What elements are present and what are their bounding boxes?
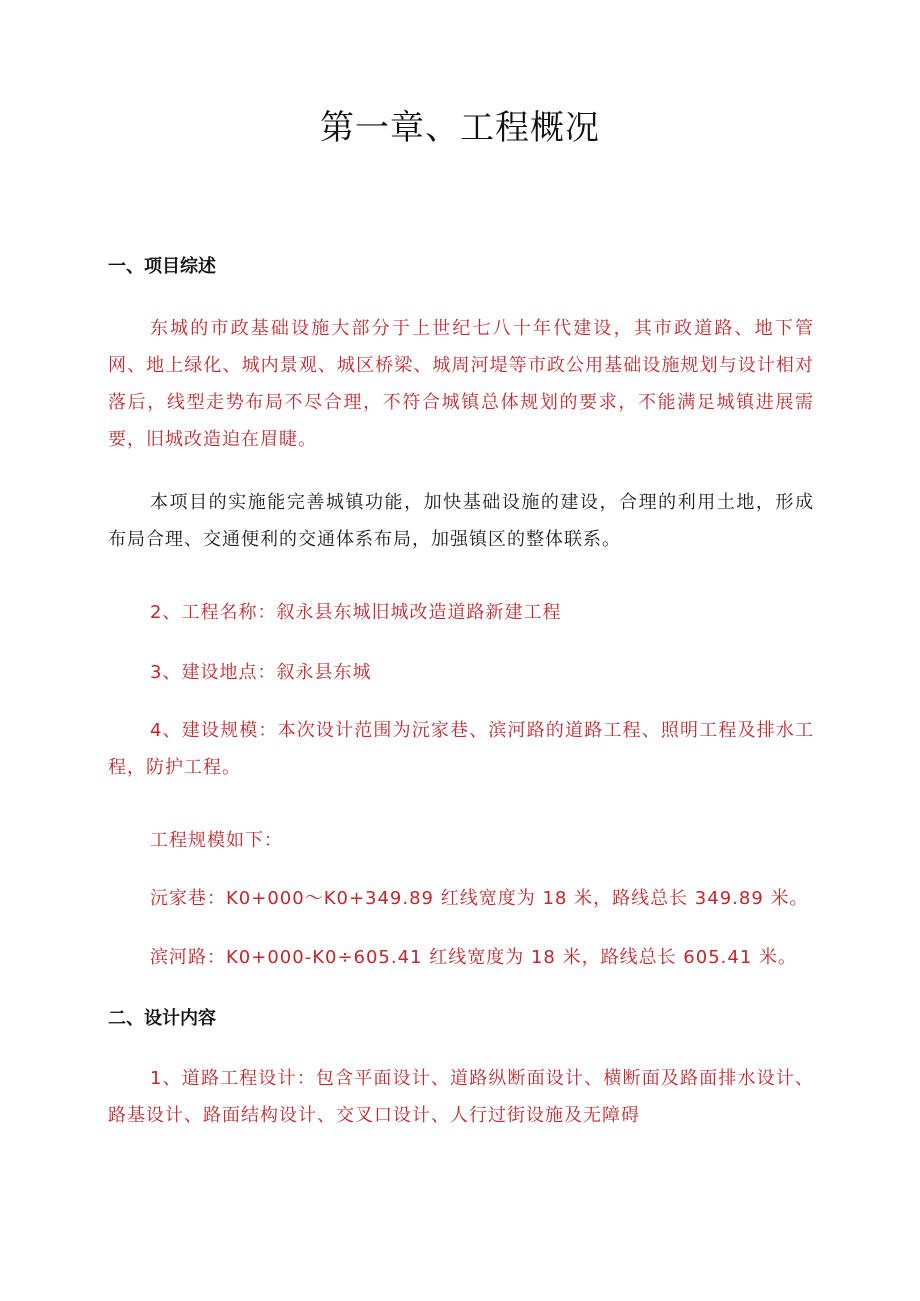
paragraph-background: 东城的市政基础设施大部分于上世纪七八十年代建设，其市政道路、地下管网、地上绿化、城内景观、城区桥梁、城周河堤等市政公用基础设施规划与设计相对落后，线型走势布局不尽合理，不符合城镇总体规划的要求，不能满足城镇进展需要，旧城改造迫在眉睫。 [108, 318, 814, 450]
project-name: 2、工程名称：叙永县东城旧城改造道路新建工程 [150, 602, 562, 623]
road-spec-binhelu: 滨河路：K0+000-K0÷605.41 红线宽度为 18 米，路线总长 605.41 米。 [150, 947, 798, 968]
project-location: 3、建设地点：叙永县东城 [150, 662, 372, 683]
section-heading-overview: 一、项目综述 [108, 256, 216, 277]
chapter-title: 第一章、工程概况 [320, 108, 600, 148]
section-heading-design: 二、设计内容 [108, 1008, 216, 1029]
scale-intro: 工程规模如下： [150, 830, 283, 851]
project-scope: 4、建设规模：本次设计范围为沅家巷、滨河路的道路工程、照明工程及排水工程，防护工程。 [108, 720, 814, 778]
design-item-road: 1、道路工程设计：包含平面设计、道路纵断面设计、横断面及路面排水设计、路基设计、路面结构设计、交叉口设计、人行过街设施及无障碍 [108, 1068, 814, 1126]
paragraph-purpose: 本项目的实施能完善城镇功能，加快基础设施的建设，合理的利用土地，形成布局合理、交通便利的交通体系布局，加强镇区的整体联系。 [108, 492, 814, 550]
road-spec-yuanjiaxiang: 沅家巷：K0+000～K0+349.89 红线宽度为 18 米，路线总长 349.89 米。 [150, 888, 809, 909]
